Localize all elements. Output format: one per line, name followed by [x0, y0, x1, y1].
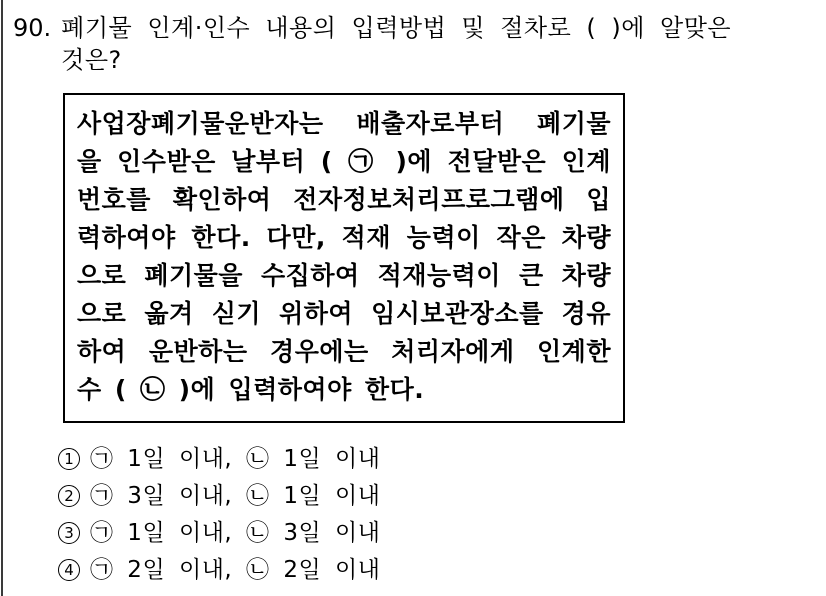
choice-option-2[interactable]	[58, 481, 618, 511]
question-title-line1: 폐기물 인계·인수 내용의 입력방법 및 절차로 ( )에 알맞은	[61, 14, 732, 42]
choice-number: 1	[64, 449, 74, 468]
question-header	[13, 12, 813, 76]
passage-line: 번호를 확인하여 전자정보처리프로그램에 입	[77, 185, 611, 214]
choice-number-circle	[58, 559, 80, 581]
choice-list	[58, 444, 618, 592]
question-title-line2: 것은?	[61, 46, 122, 74]
choice-label: ㉠ 1일 이내, ㉡ 1일 이내	[90, 446, 381, 472]
choice-label: ㉠ 1일 이내, ㉡ 3일 이내	[90, 520, 381, 546]
column-divider-rule	[1, 0, 3, 596]
choice-number: 3	[64, 523, 74, 542]
choice-number-circle	[58, 448, 80, 470]
passage-line: 력하여야 한다. 다만, 적재 능력이 작은 차량	[77, 223, 611, 252]
choice-number: 4	[64, 560, 74, 579]
passage-line: 수 ( ㉡ )에 입력하여야 한다.	[77, 375, 425, 404]
choice-number: 2	[64, 486, 74, 505]
passage-line: 으로 옮겨 싣기 위하여 임시보관장소를 경유	[77, 299, 611, 328]
choice-option-1[interactable]	[58, 444, 618, 474]
choice-label: ㉠ 3일 이내, ㉡ 1일 이내	[90, 483, 381, 509]
question-number: 90.	[13, 14, 52, 42]
passage-box	[63, 93, 625, 423]
passage-line: 하여 운반하는 경우에는 처리자에게 인계한	[77, 337, 611, 366]
choice-number-circle	[58, 485, 80, 507]
choice-label: ㉠ 2일 이내, ㉡ 2일 이내	[90, 557, 381, 583]
choice-option-4[interactable]	[58, 555, 618, 585]
question-title	[61, 12, 731, 76]
choice-number-circle	[58, 522, 80, 544]
passage-line: 으로 폐기물을 수집하여 적재능력이 큰 차량	[77, 261, 611, 290]
passage-line: 을 인수받은 날부터 ( ㉠ )에 전달받은 인계	[77, 147, 611, 176]
passage-line: 사업장폐기물운반자는 배출자로부터 폐기물	[77, 109, 611, 138]
choice-option-3[interactable]	[58, 518, 618, 548]
